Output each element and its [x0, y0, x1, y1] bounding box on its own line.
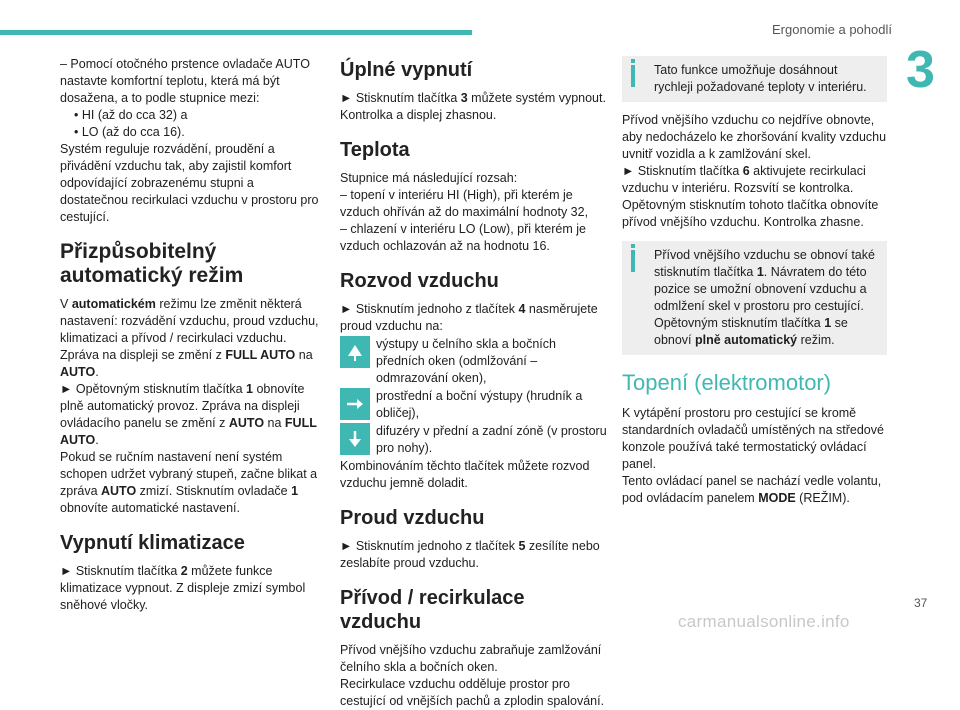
header-title: Ergonomie a pohodlí [772, 22, 892, 37]
paragraph: Tento ovládací panel se nachází vedle volantu, pod ovládacím panelem MODE (REŽIM). [622, 474, 882, 505]
watermark: carmanualsonline.info [678, 612, 850, 631]
paragraph: – chlazení v interiéru LO (Low), při kterém je vzduch ochlazován až na hodnotu 16. [340, 222, 586, 253]
paragraph: ► Stisknutím tlačítka 3 můžete systém vypnout. Kontrolka a displej zhasnou. [340, 91, 606, 122]
section-heading-rozvod: Rozvod vzduchu [340, 270, 499, 292]
column-2 [340, 56, 608, 710]
page-number: 37 [914, 596, 928, 610]
paragraph: Opětovným stisknutím tohoto tlačítka obnovíte přívod vnějšího vzduchu. Kontrolka zhasne. [622, 198, 879, 229]
paragraph: K vytápění prostoru pro cestující se kromě standardních ovladačů umístěných na středové konzole používá také termostatický ovládací panel. [622, 406, 884, 471]
paragraph: Kombinováním těchto tlačítek můžete rozvod vzduchu jemně doladit. [340, 459, 590, 490]
section-heading-privod: Přívod / recirkulace vzduchu [340, 587, 525, 633]
section-heading-auto: Přizpůsobitelný automatický režim [60, 240, 244, 287]
windscreen-air-icon [340, 336, 370, 368]
paragraph: – topení v interiéru HI (High), při kterém je vzduch ohříván až do maximální hodnoty 32, [340, 188, 589, 219]
paragraph: – Pomocí otočného prstence ovladače AUTO nastavte komfortní teplotu, která má být dosažena, a to podle stupnice mezi: [60, 57, 310, 105]
paragraph: Přívod vnějšího vzduchu co nejdříve obnovte, aby nedocházelo ke zhoršování kvality vzduchu uvnitř vozidla a k zamlžování skel. [622, 113, 887, 161]
chapter-number: 3 [906, 41, 935, 99]
face-air-icon [340, 388, 370, 420]
section-heading-teplota: Teplota [340, 139, 410, 161]
paragraph: Recirkulace vzduchu odděluje prostor pro cestující od vnějších pachů a zplodin spalování. [340, 677, 605, 708]
feet-air-icon [340, 423, 370, 455]
paragraph: ► Opětovným stisknutím tlačítka 1 obnovíte plně automatický provoz. Zpráva na displeji ovládacího panelu se změní z AUTO na FULL AUTO. [60, 382, 317, 447]
paragraph: Stupnice má následující rozsah: [340, 171, 518, 185]
info-box-2: Přívod vnějšího vzduchu se obnoví také stisknutím tlačítka 1. Návratem do této pozice se umožní obnovení vzduchu a odmlžení skel v prostoru pro cestující. Opětovným stisknutím tlačítka 1 se obnoví plně automatický režim. [622, 241, 887, 355]
list-item: • LO (až do cca 16). [74, 125, 185, 139]
column-1 [60, 56, 325, 614]
air-option-feet: difuzéry v přední a zadní zóně (v prostoru pro nohy). [340, 423, 608, 457]
paragraph: ► Stisknutím tlačítka 2 můžete funkce klimatizace vypnout. Z displeje zmizí symbol sněhové vločky. [60, 564, 306, 612]
paragraph: ► Stisknutím tlačítka 6 aktivujete recirkulaci vzduchu v interiéru. Rozsvítí se kontrolka. [622, 164, 866, 195]
paragraph: ► Stisknutím jednoho z tlačítek 4 nasměrujete proud vzduchu na: [340, 302, 598, 333]
air-option-windscreen: výstupy u čelního skla a bočních předních oken (odmlžování – odmrazování oken), [340, 336, 608, 387]
section-heading-vypnuti: Vypnutí klimatizace [60, 532, 245, 554]
air-option-face: prostřední a boční výstupy (hrudník a obličej), [340, 388, 608, 422]
list-item: • HI (až do cca 32) a [74, 108, 188, 122]
column-3 [622, 56, 887, 507]
info-icon [631, 59, 635, 63]
paragraph: Systém reguluje rozvádění, proudění a přivádění vzduchu tak, aby zajistil komfort odpovídající zobrazenému stupni a dostatečnou recirkulaci vzduchu v prostoru pro cestující. [60, 142, 319, 224]
info-box-1: Tato funkce umožňuje dosáhnout rychleji požadované teploty v interiéru. [622, 56, 887, 102]
section-heading-proud: Proud vzduchu [340, 507, 485, 529]
paragraph: Přívod vnějšího vzduchu zabraňuje zamlžování čelního skla a bočních oken. [340, 643, 602, 674]
header-accent-bar [0, 30, 472, 35]
paragraph: Pokud se ručním nastavení není systém schopen udržet vybraný stupeň, začne blikat a zpráva AUTO zmizí. Stisknutím ovladače 1 obnovíte automatické nastavení. [60, 450, 318, 515]
info-icon [631, 244, 635, 248]
paragraph: ► Stisknutím jednoho z tlačítek 5 zesílíte nebo zeslabíte proud vzduchu. [340, 539, 600, 570]
paragraph: V automatickém režimu lze změnit některá nastavení: rozvádění vzduchu, proud vzduchu, klimatizaci a přívod / recirkulaci vzduchu. Zpráva na displeji se změní z FULL AUTO na AUTO. [60, 297, 319, 379]
section-heading-uplne: Úplné vypnutí [340, 59, 473, 81]
section-heading-topeni: Topení (elektromotor) [622, 370, 832, 395]
